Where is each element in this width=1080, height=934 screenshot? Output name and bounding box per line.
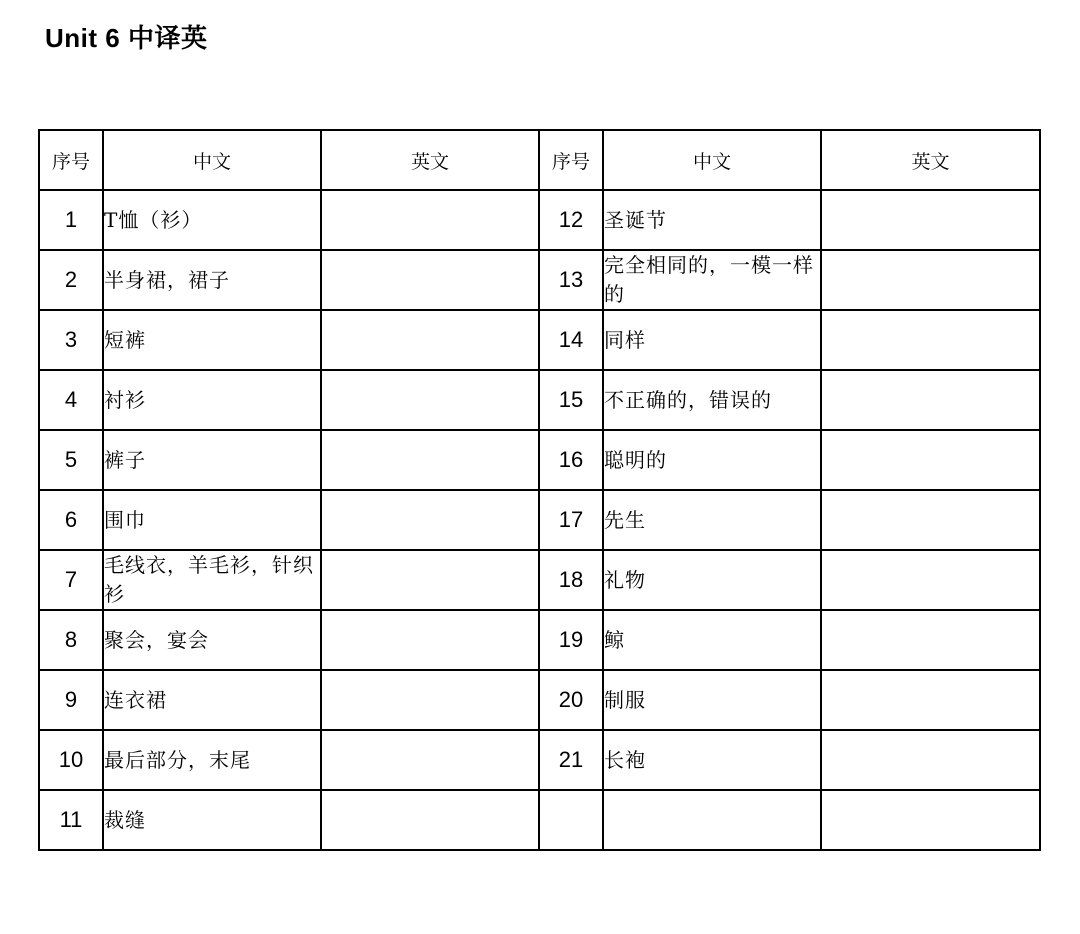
- table-row: [39, 730, 1040, 790]
- chinese-term: 最后部分，末尾: [103, 730, 321, 790]
- item-number: 14: [539, 310, 603, 370]
- chinese-term: 圣诞节: [603, 190, 821, 250]
- header-chinese-left: 中文: [103, 130, 321, 190]
- english-answer-cell[interactable]: [321, 250, 539, 310]
- item-number: 18: [539, 550, 603, 610]
- chinese-term: 先生: [603, 490, 821, 550]
- item-number: 4: [39, 370, 103, 430]
- english-answer-cell[interactable]: [321, 430, 539, 490]
- item-number: 21: [539, 730, 603, 790]
- english-answer-cell[interactable]: [821, 370, 1040, 430]
- item-number: [539, 790, 603, 850]
- item-number: 10: [39, 730, 103, 790]
- item-number: 15: [539, 370, 603, 430]
- item-number: 5: [39, 430, 103, 490]
- chinese-term: 连衣裙: [103, 670, 321, 730]
- english-answer-cell[interactable]: [321, 190, 539, 250]
- item-number: 16: [539, 430, 603, 490]
- chinese-term: 鲸: [603, 610, 821, 670]
- table-row: [39, 310, 1040, 370]
- table-row: [39, 610, 1040, 670]
- table-row: [39, 550, 1040, 610]
- english-answer-cell[interactable]: [321, 790, 539, 850]
- item-number: 20: [539, 670, 603, 730]
- item-number: 8: [39, 610, 103, 670]
- item-number: 1: [39, 190, 103, 250]
- english-answer-cell[interactable]: [821, 250, 1040, 310]
- header-chinese-right: 中文: [603, 130, 821, 190]
- table-row: [39, 190, 1040, 250]
- english-answer-cell[interactable]: [321, 310, 539, 370]
- header-num-right: 序号: [539, 130, 603, 190]
- english-answer-cell[interactable]: [321, 610, 539, 670]
- header-english-left: 英文: [321, 130, 539, 190]
- chinese-term: 半身裙，裙子: [103, 250, 321, 310]
- item-number: 3: [39, 310, 103, 370]
- english-answer-cell[interactable]: [321, 730, 539, 790]
- table-row: [39, 430, 1040, 490]
- english-answer-cell[interactable]: [321, 490, 539, 550]
- chinese-term: 围巾: [103, 490, 321, 550]
- table-row: [39, 490, 1040, 550]
- english-answer-cell[interactable]: [821, 190, 1040, 250]
- chinese-term: 不正确的，错误的: [603, 370, 821, 430]
- chinese-term: 完全相同的，一模一样的: [603, 250, 821, 310]
- item-number: 9: [39, 670, 103, 730]
- chinese-term: 长袍: [603, 730, 821, 790]
- item-number: 12: [539, 190, 603, 250]
- english-answer-cell[interactable]: [821, 790, 1040, 850]
- item-number: 6: [39, 490, 103, 550]
- table-row: [39, 250, 1040, 310]
- header-num-left: 序号: [39, 130, 103, 190]
- item-number: 7: [39, 550, 103, 610]
- english-answer-cell[interactable]: [821, 490, 1040, 550]
- table-row: [39, 790, 1040, 850]
- item-number: 11: [39, 790, 103, 850]
- chinese-term: 短裤: [103, 310, 321, 370]
- english-answer-cell[interactable]: [321, 670, 539, 730]
- chinese-term: 聪明的: [603, 430, 821, 490]
- item-number: 2: [39, 250, 103, 310]
- table-row: [39, 670, 1040, 730]
- header-row: [39, 130, 1040, 190]
- english-answer-cell[interactable]: [321, 550, 539, 610]
- chinese-term: 制服: [603, 670, 821, 730]
- chinese-term: 礼物: [603, 550, 821, 610]
- chinese-term: 裤子: [103, 430, 321, 490]
- page-title: Unit 6 中译英: [45, 23, 208, 53]
- english-answer-cell[interactable]: [321, 370, 539, 430]
- english-answer-cell[interactable]: [821, 730, 1040, 790]
- english-answer-cell[interactable]: [821, 550, 1040, 610]
- english-answer-cell[interactable]: [821, 610, 1040, 670]
- chinese-term: 毛线衣，羊毛衫，针织衫: [103, 550, 321, 610]
- item-number: 17: [539, 490, 603, 550]
- chinese-term: [603, 790, 821, 850]
- header-english-right: 英文: [821, 130, 1040, 190]
- english-answer-cell[interactable]: [821, 670, 1040, 730]
- item-number: 19: [539, 610, 603, 670]
- english-answer-cell[interactable]: [821, 310, 1040, 370]
- english-answer-cell[interactable]: [821, 430, 1040, 490]
- chinese-term: 裁缝: [103, 790, 321, 850]
- item-number: 13: [539, 250, 603, 310]
- chinese-term: 衬衫: [103, 370, 321, 430]
- chinese-term: 聚会，宴会: [103, 610, 321, 670]
- chinese-term: 同样: [603, 310, 821, 370]
- table-row: [39, 370, 1040, 430]
- table-body: [39, 190, 1040, 850]
- chinese-term: T恤（衫）: [103, 190, 321, 250]
- vocab-table: [38, 129, 1041, 851]
